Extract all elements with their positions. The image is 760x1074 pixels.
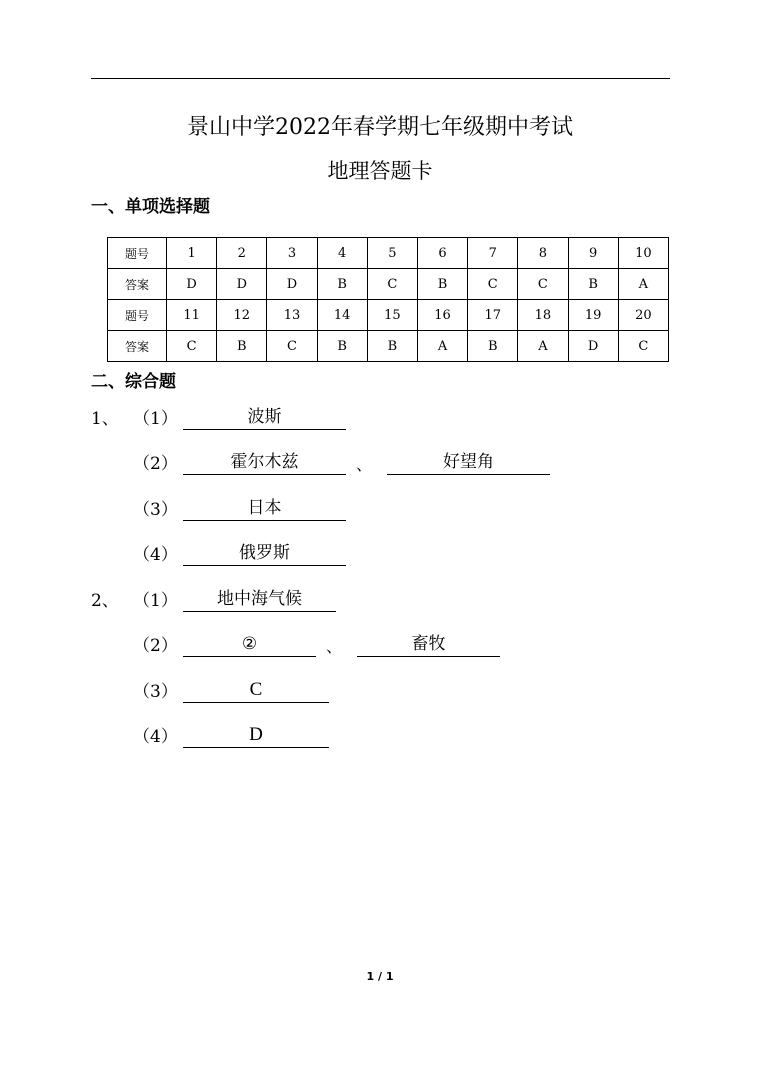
q2-part3-answer: C bbox=[183, 678, 329, 703]
answer-cell: C bbox=[468, 269, 518, 300]
answer-cell: D bbox=[217, 269, 267, 300]
question-number: 17 bbox=[468, 300, 518, 331]
answer-cell: D bbox=[568, 331, 618, 362]
q1-part1-label: （1） bbox=[133, 409, 178, 429]
q2-part1-answer: 地中海气候 bbox=[183, 587, 336, 612]
answer-cell: B bbox=[217, 331, 267, 362]
row-label-ans: 答案 bbox=[108, 331, 167, 362]
row-label-num: 题号 bbox=[108, 300, 167, 331]
question-number: 10 bbox=[618, 238, 668, 269]
q1-part4-label: （4） bbox=[133, 545, 178, 565]
q1-part2-answer-b: 好望角 bbox=[387, 450, 550, 475]
q2-part4-label: （4） bbox=[133, 727, 178, 747]
page-footer: 1 / 1 bbox=[366, 970, 394, 983]
section1-heading: 一、单项选择题 bbox=[91, 197, 210, 217]
q1-part1-answer: 波斯 bbox=[183, 405, 346, 430]
question-number: 20 bbox=[618, 300, 668, 331]
question-number: 18 bbox=[518, 300, 568, 331]
question-number: 3 bbox=[267, 238, 317, 269]
answer-cell: D bbox=[167, 269, 217, 300]
question-1-number: 1、 bbox=[91, 409, 119, 429]
answer-cell: B bbox=[468, 331, 518, 362]
question-number: 11 bbox=[167, 300, 217, 331]
answer-table bbox=[107, 237, 669, 362]
page-title: 景山中学2022年春学期七年级期中考试 bbox=[187, 115, 573, 140]
answer-cell: C bbox=[267, 331, 317, 362]
section2-heading: 二、综合题 bbox=[91, 372, 176, 392]
answer-cell: A bbox=[417, 331, 467, 362]
question-number: 15 bbox=[367, 300, 417, 331]
answer-cell: C bbox=[167, 331, 217, 362]
question-2-number: 2、 bbox=[91, 591, 119, 611]
q2-part3-label: （3） bbox=[133, 682, 178, 702]
q2-part2-answer-a: ② bbox=[183, 632, 316, 657]
table-row bbox=[108, 331, 669, 362]
question-number: 16 bbox=[417, 300, 467, 331]
header-rule bbox=[91, 78, 670, 79]
question-number: 8 bbox=[518, 238, 568, 269]
answer-separator: 、 bbox=[356, 455, 373, 474]
q2-part2-answer-b: 畜牧 bbox=[357, 632, 500, 657]
answer-cell: C bbox=[618, 331, 668, 362]
table-row bbox=[108, 269, 669, 300]
question-number: 7 bbox=[468, 238, 518, 269]
question-number: 2 bbox=[217, 238, 267, 269]
question-number: 14 bbox=[317, 300, 367, 331]
question-number: 4 bbox=[317, 238, 367, 269]
answer-cell: C bbox=[518, 269, 568, 300]
question-number: 12 bbox=[217, 300, 267, 331]
answer-cell: B bbox=[317, 331, 367, 362]
q1-part2-label: （2） bbox=[133, 454, 178, 474]
answer-cell: A bbox=[618, 269, 668, 300]
q1-part2-answer-a: 霍尔木兹 bbox=[183, 450, 346, 475]
answer-separator: 、 bbox=[326, 637, 343, 656]
row-label-ans: 答案 bbox=[108, 269, 167, 300]
answer-cell: B bbox=[568, 269, 618, 300]
table-row bbox=[108, 238, 669, 269]
q1-part3-answer: 日本 bbox=[183, 496, 346, 521]
question-number: 6 bbox=[417, 238, 467, 269]
q2-part1-label: （1） bbox=[133, 591, 178, 611]
answer-cell: A bbox=[518, 331, 568, 362]
answer-cell: D bbox=[267, 269, 317, 300]
answer-cell: B bbox=[417, 269, 467, 300]
row-label-num: 题号 bbox=[108, 238, 167, 269]
q2-part2-label: （2） bbox=[133, 636, 178, 656]
answer-cell: C bbox=[367, 269, 417, 300]
question-number: 9 bbox=[568, 238, 618, 269]
q1-part3-label: （3） bbox=[133, 500, 178, 520]
q2-part4-answer: D bbox=[183, 723, 329, 748]
page-subtitle: 地理答题卡 bbox=[327, 159, 433, 183]
answer-cell: B bbox=[367, 331, 417, 362]
question-number: 5 bbox=[367, 238, 417, 269]
question-number: 13 bbox=[267, 300, 317, 331]
question-number: 1 bbox=[167, 238, 217, 269]
table-row bbox=[108, 300, 669, 331]
answer-cell: B bbox=[317, 269, 367, 300]
question-number: 19 bbox=[568, 300, 618, 331]
q1-part4-answer: 俄罗斯 bbox=[183, 541, 346, 566]
